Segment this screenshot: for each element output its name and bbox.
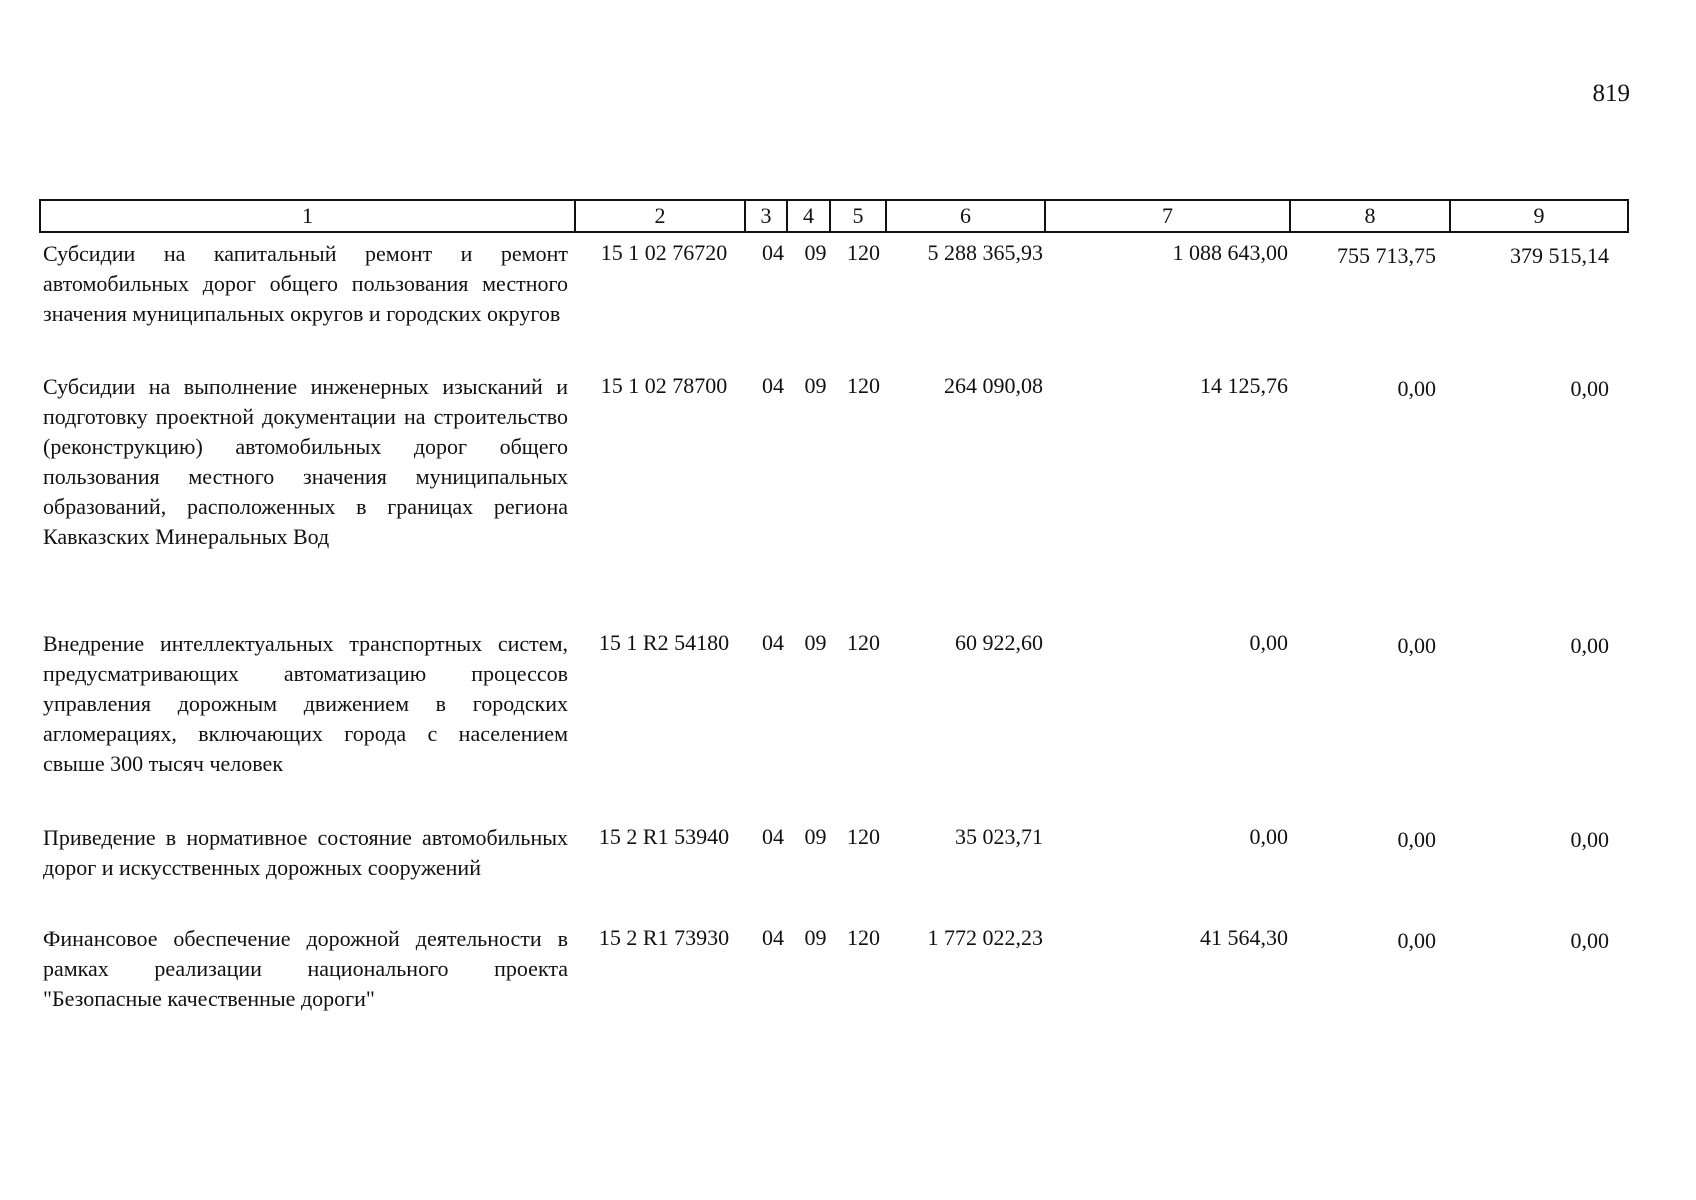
row-col-3: 04 (762, 824, 784, 849)
row-col-4: 09 (804, 925, 827, 950)
row-col-6: 264 090,08 (944, 373, 1043, 398)
header-col-5: 5 (830, 200, 886, 232)
row-col-6: 60 922,60 (955, 630, 1043, 655)
row-col-3: 04 (762, 925, 784, 950)
row-col-4: 09 (804, 240, 827, 265)
row-col-3: 04 (762, 373, 784, 398)
header-col-9: 9 (1450, 200, 1628, 232)
header-col-4: 4 (787, 200, 830, 232)
row-col-7: 1 088 643,00 (1172, 240, 1288, 265)
row-col-7: 0,00 (1249, 630, 1288, 655)
header-col-2: 2 (575, 200, 745, 232)
table-row (39, 623, 1627, 817)
row-code: 15 1 R2 54180 (598, 630, 730, 655)
row-col-8: 0,00 (1397, 827, 1436, 852)
row-col-5: 120 (847, 630, 880, 655)
page-number: 819 (1592, 80, 1630, 107)
row-col-9: 379 515,14 (1510, 243, 1609, 268)
row-code: 15 1 02 76720 (600, 240, 728, 265)
header-col-8: 8 (1290, 200, 1450, 232)
row-col-6: 5 288 365,93 (927, 240, 1043, 265)
row-col-8: 0,00 (1397, 376, 1436, 401)
row-col-3: 04 (762, 240, 784, 265)
row-col-9: 0,00 (1570, 928, 1609, 953)
table-row (39, 233, 1627, 366)
row-name: Субсидии на капитальный ремонт и ремонт автомобильных дорог общего пользования местного значения муниципальных округов и городских округов (43, 241, 568, 326)
row-name: Субсидии на выполнение инженерных изысканий и подготовку проектной документации на строительство (реконструкцию) автомобильных дорог общего пользования местного значения муниципальных образований, расположенных в границах региона Кавказских Минеральных Вод (43, 374, 568, 549)
header-col-1: 1 (40, 200, 575, 232)
row-col-7: 14 125,76 (1200, 373, 1288, 398)
row-col-8: 755 713,75 (1337, 243, 1436, 268)
table-row (39, 366, 1627, 623)
row-col-5: 120 (847, 240, 880, 265)
row-col-5: 120 (847, 373, 880, 398)
row-col-9: 0,00 (1570, 827, 1609, 852)
row-col-6: 1 772 022,23 (927, 925, 1043, 950)
header-col-6: 6 (886, 200, 1045, 232)
row-col-5: 120 (847, 824, 880, 849)
row-col-4: 09 (804, 373, 827, 398)
row-col-5: 120 (847, 925, 880, 950)
table-row (39, 918, 1627, 1026)
row-col-7: 0,00 (1249, 824, 1288, 849)
row-col-7: 41 564,30 (1200, 925, 1288, 950)
row-col-6: 35 023,71 (955, 824, 1043, 849)
row-name: Финансовое обеспечение дорожной деятельности в рамках реализации национального проекта "Безопасные качественные дороги" (43, 926, 568, 1011)
row-col-8: 0,00 (1397, 928, 1436, 953)
table-body (39, 233, 1627, 1026)
row-col-9: 0,00 (1570, 633, 1609, 658)
row-col-4: 09 (804, 824, 827, 849)
table-header (39, 199, 1629, 233)
header-col-3: 3 (745, 200, 787, 232)
row-col-9: 0,00 (1570, 376, 1609, 401)
header-row (40, 200, 1628, 232)
row-code: 15 2 R1 53940 (598, 824, 730, 849)
row-col-8: 0,00 (1397, 633, 1436, 658)
row-code: 15 2 R1 73930 (598, 925, 730, 950)
row-col-3: 04 (762, 630, 784, 655)
budget-table (39, 199, 1627, 1026)
row-code: 15 1 02 78700 (600, 373, 728, 398)
row-name: Внедрение интеллектуальных транспортных систем, предусматривающих автоматизацию процессов управления дорожным движением в городских агломерациях, включающих города с населением свыше 300 тысяч человек (43, 631, 568, 776)
row-col-4: 09 (804, 630, 827, 655)
header-col-7: 7 (1045, 200, 1290, 232)
row-name: Приведение в нормативное состояние автомобильных дорог и искусственных дорожных сооружений (43, 825, 568, 880)
table-row (39, 817, 1627, 918)
